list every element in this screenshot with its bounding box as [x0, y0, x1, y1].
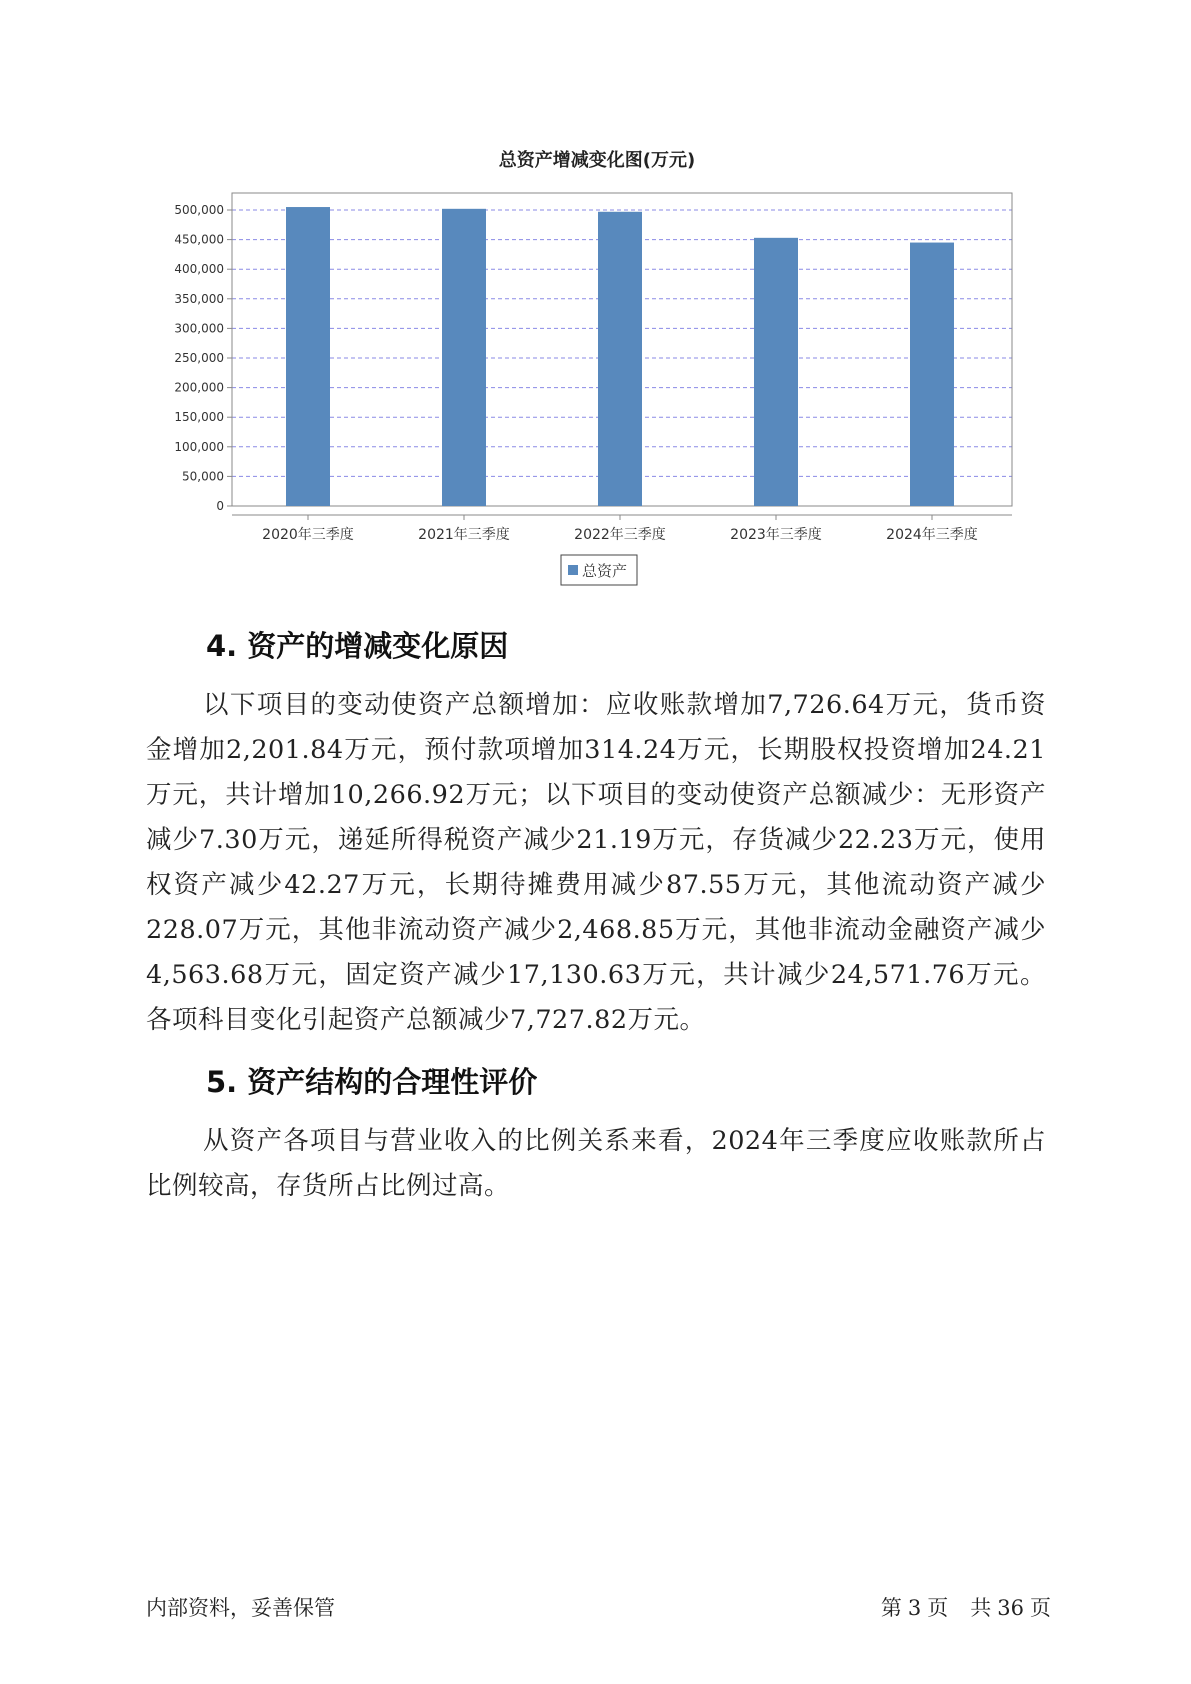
bar-2023年三季度	[754, 238, 798, 506]
legend-label: 总资产	[582, 562, 628, 580]
total-prefix: 共	[970, 1596, 992, 1620]
bar-2024年三季度	[910, 243, 954, 506]
section-paragraph-4: 以下项目的变动使资产总额增加：应收账款增加7,726.64万元，货币资金增加2,201.84万元，预付款项增加314.24万元，长期股权投资增加24.21万元，共计增加10,266.92万元；以下项目的变动使资产总额减少：无形资产减少7.30万元，递延所得税资产减少21.19万元，存货减少22.23万元，使用权资产减少42.27万元，长期待摊费用减少87.55万元，其他流动资产减少228.07万元，其他非流动资产减少2,468.85万元，其他非流动金融资产减少4,563.68万元，固定资产减少17,130.63万元，共计减少24,571.76万元。各项科目变化引起资产总额减少7,727.82万元。	[146, 690, 1046, 1035]
y-tick-label: 200,000	[174, 380, 224, 395]
footer-page-number	[875, 1592, 1051, 1622]
page-current: 3	[907, 1596, 922, 1620]
total-suffix: 页	[1030, 1596, 1051, 1620]
y-tick-label: 350,000	[174, 291, 224, 306]
legend-swatch	[568, 565, 578, 575]
chart-legend	[561, 555, 637, 585]
footer-confidential-note: 内部资料，妥善保管	[146, 1596, 335, 1620]
x-tick-label: 2024年三季度	[886, 527, 978, 543]
y-tick-label: 450,000	[174, 232, 224, 247]
x-tick-label: 2023年三季度	[730, 527, 822, 543]
y-tick-label: 100,000	[174, 439, 224, 454]
page-prefix: 第	[880, 1596, 902, 1620]
y-tick-label: 0	[216, 499, 224, 513]
section-heading-4: 4. 资产的增减变化原因	[206, 629, 509, 663]
section-paragraph-5: 从资产各项目与营业收入的比例关系来看，2024年三季度应收账款所占比例较高，存货所占比例过高。	[146, 1126, 1046, 1201]
y-tick-label: 400,000	[174, 262, 224, 277]
x-axis-ticks	[262, 515, 978, 543]
y-tick-label: 300,000	[174, 321, 224, 336]
chart-bars	[286, 207, 954, 506]
y-tick-label: 150,000	[174, 410, 224, 425]
x-tick-label: 2020年三季度	[262, 527, 354, 543]
x-tick-label: 2021年三季度	[418, 527, 510, 543]
page-total: 36	[997, 1596, 1024, 1620]
y-tick-label: 250,000	[174, 351, 224, 365]
y-tick-label: 500,000	[174, 203, 224, 217]
bar-2021年三季度	[442, 209, 486, 506]
bar-2020年三季度	[286, 207, 330, 506]
total-assets-chart	[0, 0, 1191, 600]
page-mid: 页	[927, 1596, 949, 1620]
x-tick-label: 2022年三季度	[574, 527, 666, 543]
y-tick-label: 50,000	[182, 469, 224, 484]
bar-2022年三季度	[598, 212, 642, 506]
chart-title: 总资产增减变化图(万元)	[498, 150, 696, 171]
section-heading-5: 5. 资产结构的合理性评价	[206, 1065, 538, 1099]
